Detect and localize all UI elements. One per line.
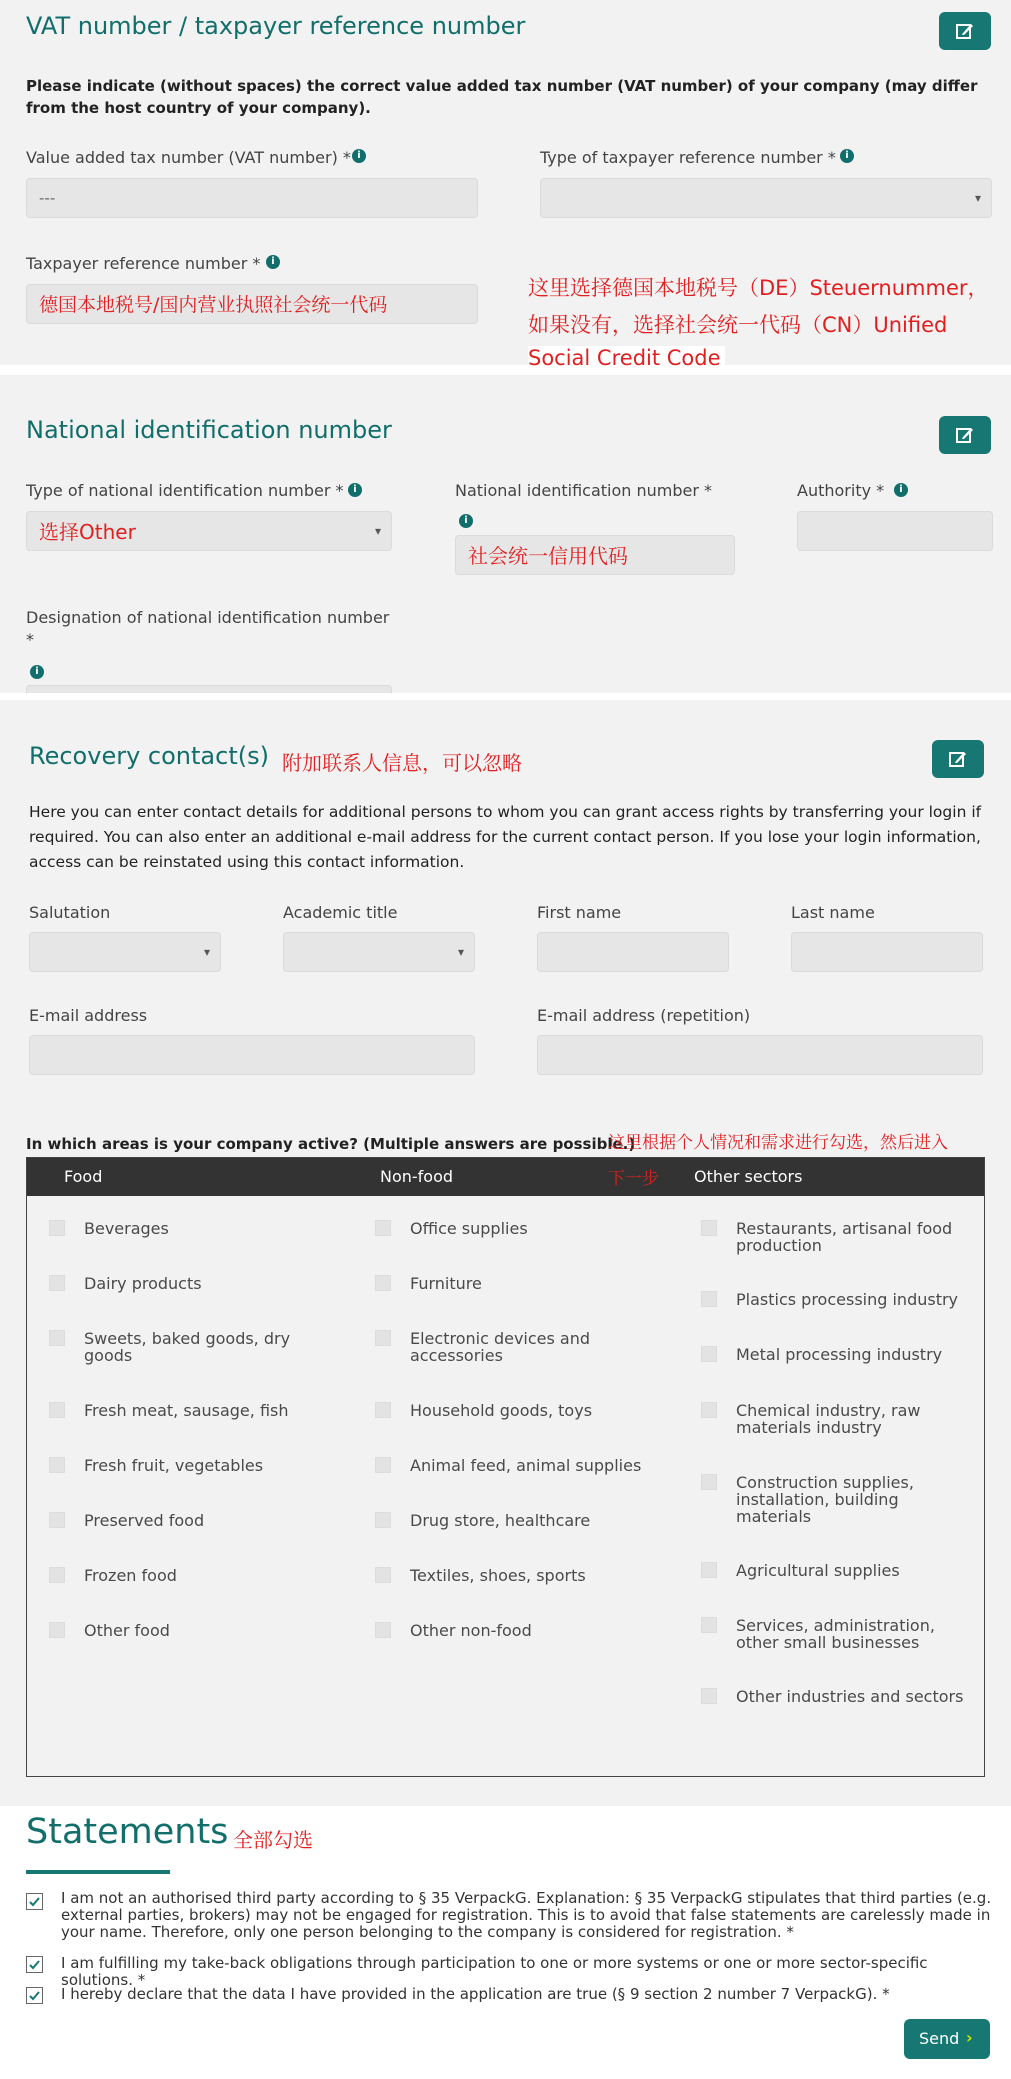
- national-id-edit-button[interactable]: [939, 416, 991, 454]
- area-option[interactable]: Restaurants, artisanal food production: [736, 1219, 953, 1255]
- email-repeat-label: E-mail address (repetition): [537, 1006, 751, 1025]
- vat-side-note-2: 如果没有，选择社会统一代码（CN）Unified: [528, 313, 948, 337]
- national-id-panel: [0, 375, 1011, 693]
- area-option[interactable]: Other food: [84, 1621, 170, 1640]
- email-label: E-mail address: [29, 1006, 148, 1025]
- statement-text: I hereby declare that the data I have provided in the application are true (§ 9 section 2 number 7 VerpackG). *: [61, 1985, 890, 2003]
- first-name-input[interactable]: [537, 932, 729, 972]
- column-header-food: Food: [64, 1167, 103, 1186]
- national-id-type-label: Type of national identification number *: [26, 481, 344, 500]
- info-icon[interactable]: i: [840, 149, 854, 163]
- recovery-panel: [0, 700, 1011, 1806]
- area-option[interactable]: Furniture: [410, 1274, 482, 1293]
- salutation-label: Salutation: [29, 903, 111, 922]
- areas-table-header: [27, 1158, 984, 1196]
- checkbox[interactable]: [701, 1617, 717, 1633]
- designation-label: Designation of national identification number: [26, 608, 390, 627]
- national-id-number-annotation: 社会统一信用代码: [468, 544, 628, 568]
- email-input[interactable]: [29, 1035, 475, 1075]
- areas-note-1: 这里根据个人情况和需求进行勾选，然后进入: [608, 1133, 948, 1153]
- statements-underline: [26, 1870, 170, 1874]
- checkbox[interactable]: [49, 1330, 65, 1346]
- last-name-input[interactable]: [791, 932, 983, 972]
- taxpayer-type-label: Type of taxpayer reference number *: [540, 148, 836, 167]
- authority-input[interactable]: [797, 511, 993, 551]
- taxpayer-type-select[interactable]: [540, 178, 992, 218]
- checkbox[interactable]: [375, 1457, 391, 1473]
- statement-checkbox[interactable]: [26, 1893, 43, 1910]
- area-option[interactable]: Electronic devices and accessories: [410, 1329, 591, 1365]
- info-icon[interactable]: i: [459, 514, 473, 528]
- checkbox[interactable]: [701, 1291, 717, 1307]
- statement-text: I am fulfilling my take-back obligations through participation to one or more systems or one or more sector-specific solutions. *: [61, 1954, 928, 1989]
- chevron-right-icon: ›: [966, 2028, 973, 2047]
- recovery-title: Recovery contact(s): [29, 742, 269, 770]
- column-header-other-sectors: Other sectors: [694, 1167, 803, 1186]
- last-name-label: Last name: [791, 903, 875, 922]
- checkbox[interactable]: [375, 1330, 391, 1346]
- send-button[interactable]: [904, 2019, 990, 2059]
- vat-side-note-3: Social Credit Code: [528, 346, 725, 370]
- vat-edit-button[interactable]: [939, 12, 991, 50]
- column-header-non-food: Non-food: [380, 1167, 454, 1186]
- national-id-title: National identification number: [26, 416, 392, 444]
- area-option[interactable]: Textiles, shoes, sports: [410, 1566, 586, 1585]
- area-option[interactable]: Plastics processing industry: [736, 1290, 959, 1309]
- edit-icon: [948, 749, 968, 769]
- area-option[interactable]: Preserved food: [84, 1511, 205, 1530]
- area-option[interactable]: Dairy products: [84, 1274, 202, 1293]
- checkbox[interactable]: [701, 1562, 717, 1578]
- checkbox[interactable]: [701, 1474, 717, 1490]
- national-id-number-input[interactable]: [455, 535, 735, 575]
- checkbox[interactable]: [701, 1346, 717, 1362]
- statement-text: I am not an authorised third party according to § 35 VerpackG. Explanation: § 35 VerpackG stipulates that third parties (e.g. external parties, brokers) may not be engaged for registration. This is to avoid that false statements are carelessly made in your name. Therefore, only one person belonging to the company is considered for registration. *: [61, 1889, 992, 1941]
- taxpayer-ref-label: Taxpayer reference number *: [26, 254, 261, 273]
- area-option[interactable]: Sweets, baked goods, dry goods: [84, 1329, 291, 1365]
- check-icon: [28, 1958, 41, 1971]
- area-option[interactable]: Construction supplies, installation, building materials: [736, 1473, 914, 1526]
- vat-number-input[interactable]: ---: [26, 178, 478, 218]
- info-icon[interactable]: i: [348, 483, 362, 497]
- vat-side-note-1: 这里选择德国本地税号（DE）Steuernummer，: [528, 276, 989, 300]
- recovery-edit-button[interactable]: [932, 740, 984, 778]
- check-icon: [28, 1989, 41, 2002]
- send-label: Send: [919, 2029, 960, 2048]
- checkbox[interactable]: [375, 1220, 391, 1236]
- areas-question: In which areas is your company active? (Multiple answers are possible.): [26, 1135, 636, 1153]
- checkbox[interactable]: [49, 1402, 65, 1418]
- salutation-select[interactable]: [29, 932, 221, 972]
- area-option[interactable]: Other non-food: [410, 1621, 532, 1640]
- statements-title: Statements: [26, 1812, 229, 1852]
- email-repeat-input[interactable]: [537, 1035, 983, 1075]
- checkbox[interactable]: [375, 1622, 391, 1638]
- first-name-label: First name: [537, 903, 622, 922]
- area-option[interactable]: Chemical industry, raw materials industry: [736, 1401, 921, 1437]
- area-option[interactable]: Office supplies: [410, 1219, 528, 1238]
- national-id-type-annotation: 选择Other: [39, 520, 136, 544]
- checkbox[interactable]: [375, 1402, 391, 1418]
- area-option[interactable]: Agricultural supplies: [736, 1561, 900, 1580]
- checkbox[interactable]: [701, 1402, 717, 1418]
- checkbox[interactable]: [701, 1688, 717, 1704]
- taxpayer-ref-input[interactable]: [26, 284, 478, 324]
- checkbox[interactable]: [49, 1622, 65, 1638]
- checkbox[interactable]: [701, 1220, 717, 1236]
- areas-table: [26, 1157, 985, 1777]
- checkbox[interactable]: [375, 1512, 391, 1528]
- statement-checkbox[interactable]: [26, 1987, 43, 2004]
- info-icon[interactable]: i: [30, 665, 44, 679]
- edit-icon: [955, 425, 975, 445]
- checkbox[interactable]: [375, 1275, 391, 1291]
- taxpayer-ref-annotation: 德国本地税号/国内营业执照社会统一代码: [39, 294, 388, 316]
- recovery-note: 附加联系人信息，可以忽略: [282, 751, 522, 775]
- statement-checkbox[interactable]: [26, 1956, 43, 1973]
- checkbox[interactable]: [49, 1220, 65, 1236]
- checkbox[interactable]: [49, 1275, 65, 1291]
- areas-note-2: 下一步: [608, 1169, 659, 1189]
- area-option[interactable]: Fresh fruit, vegetables: [84, 1456, 264, 1475]
- info-icon[interactable]: i: [266, 255, 280, 269]
- area-option[interactable]: Metal processing industry: [736, 1345, 943, 1364]
- info-icon[interactable]: i: [894, 483, 908, 497]
- authority-label: Authority *: [797, 481, 885, 500]
- area-option[interactable]: Drug store, healthcare: [410, 1511, 591, 1530]
- vat-panel: [0, 0, 1011, 370]
- vat-section-title: VAT number / taxpayer reference number: [26, 12, 526, 40]
- area-option[interactable]: Animal feed, animal supplies: [410, 1456, 642, 1475]
- statements-note: 全部勾选: [233, 1828, 313, 1852]
- info-icon[interactable]: i: [352, 149, 366, 163]
- checkbox[interactable]: [49, 1567, 65, 1583]
- vat-description: Please indicate (without spaces) the correct value added tax number (VAT number) of your company (may differ from the host country of your company).: [26, 77, 978, 117]
- recovery-description: Here you can enter contact details for additional persons to whom you can grant access rights by transferring your login if required. You can also enter an additional e-mail address for the current contact person. If you lose your login information, access can be reinstated using this contact information.: [29, 803, 982, 871]
- checkbox[interactable]: [375, 1567, 391, 1583]
- checkbox[interactable]: [49, 1512, 65, 1528]
- national-id-type-select[interactable]: [26, 511, 392, 551]
- area-option[interactable]: Fresh meat, sausage, fish: [84, 1401, 289, 1420]
- vat-number-label: Value added tax number (VAT number) *: [26, 148, 351, 167]
- edit-icon: [955, 21, 975, 41]
- checkbox[interactable]: [49, 1457, 65, 1473]
- designation-input[interactable]: [26, 685, 392, 693]
- check-icon: [28, 1895, 41, 1908]
- academic-title-label: Academic title: [283, 903, 398, 922]
- academic-title-select[interactable]: [283, 932, 475, 972]
- area-option[interactable]: Frozen food: [84, 1566, 177, 1585]
- area-option[interactable]: Beverages: [84, 1219, 169, 1238]
- area-option[interactable]: Other industries and sectors: [736, 1687, 964, 1706]
- area-option[interactable]: Services, administration, other small businesses: [736, 1616, 935, 1652]
- area-option[interactable]: Household goods, toys: [410, 1401, 593, 1420]
- national-id-number-label: National identification number *: [455, 481, 713, 500]
- designation-required-star: *: [26, 630, 34, 649]
